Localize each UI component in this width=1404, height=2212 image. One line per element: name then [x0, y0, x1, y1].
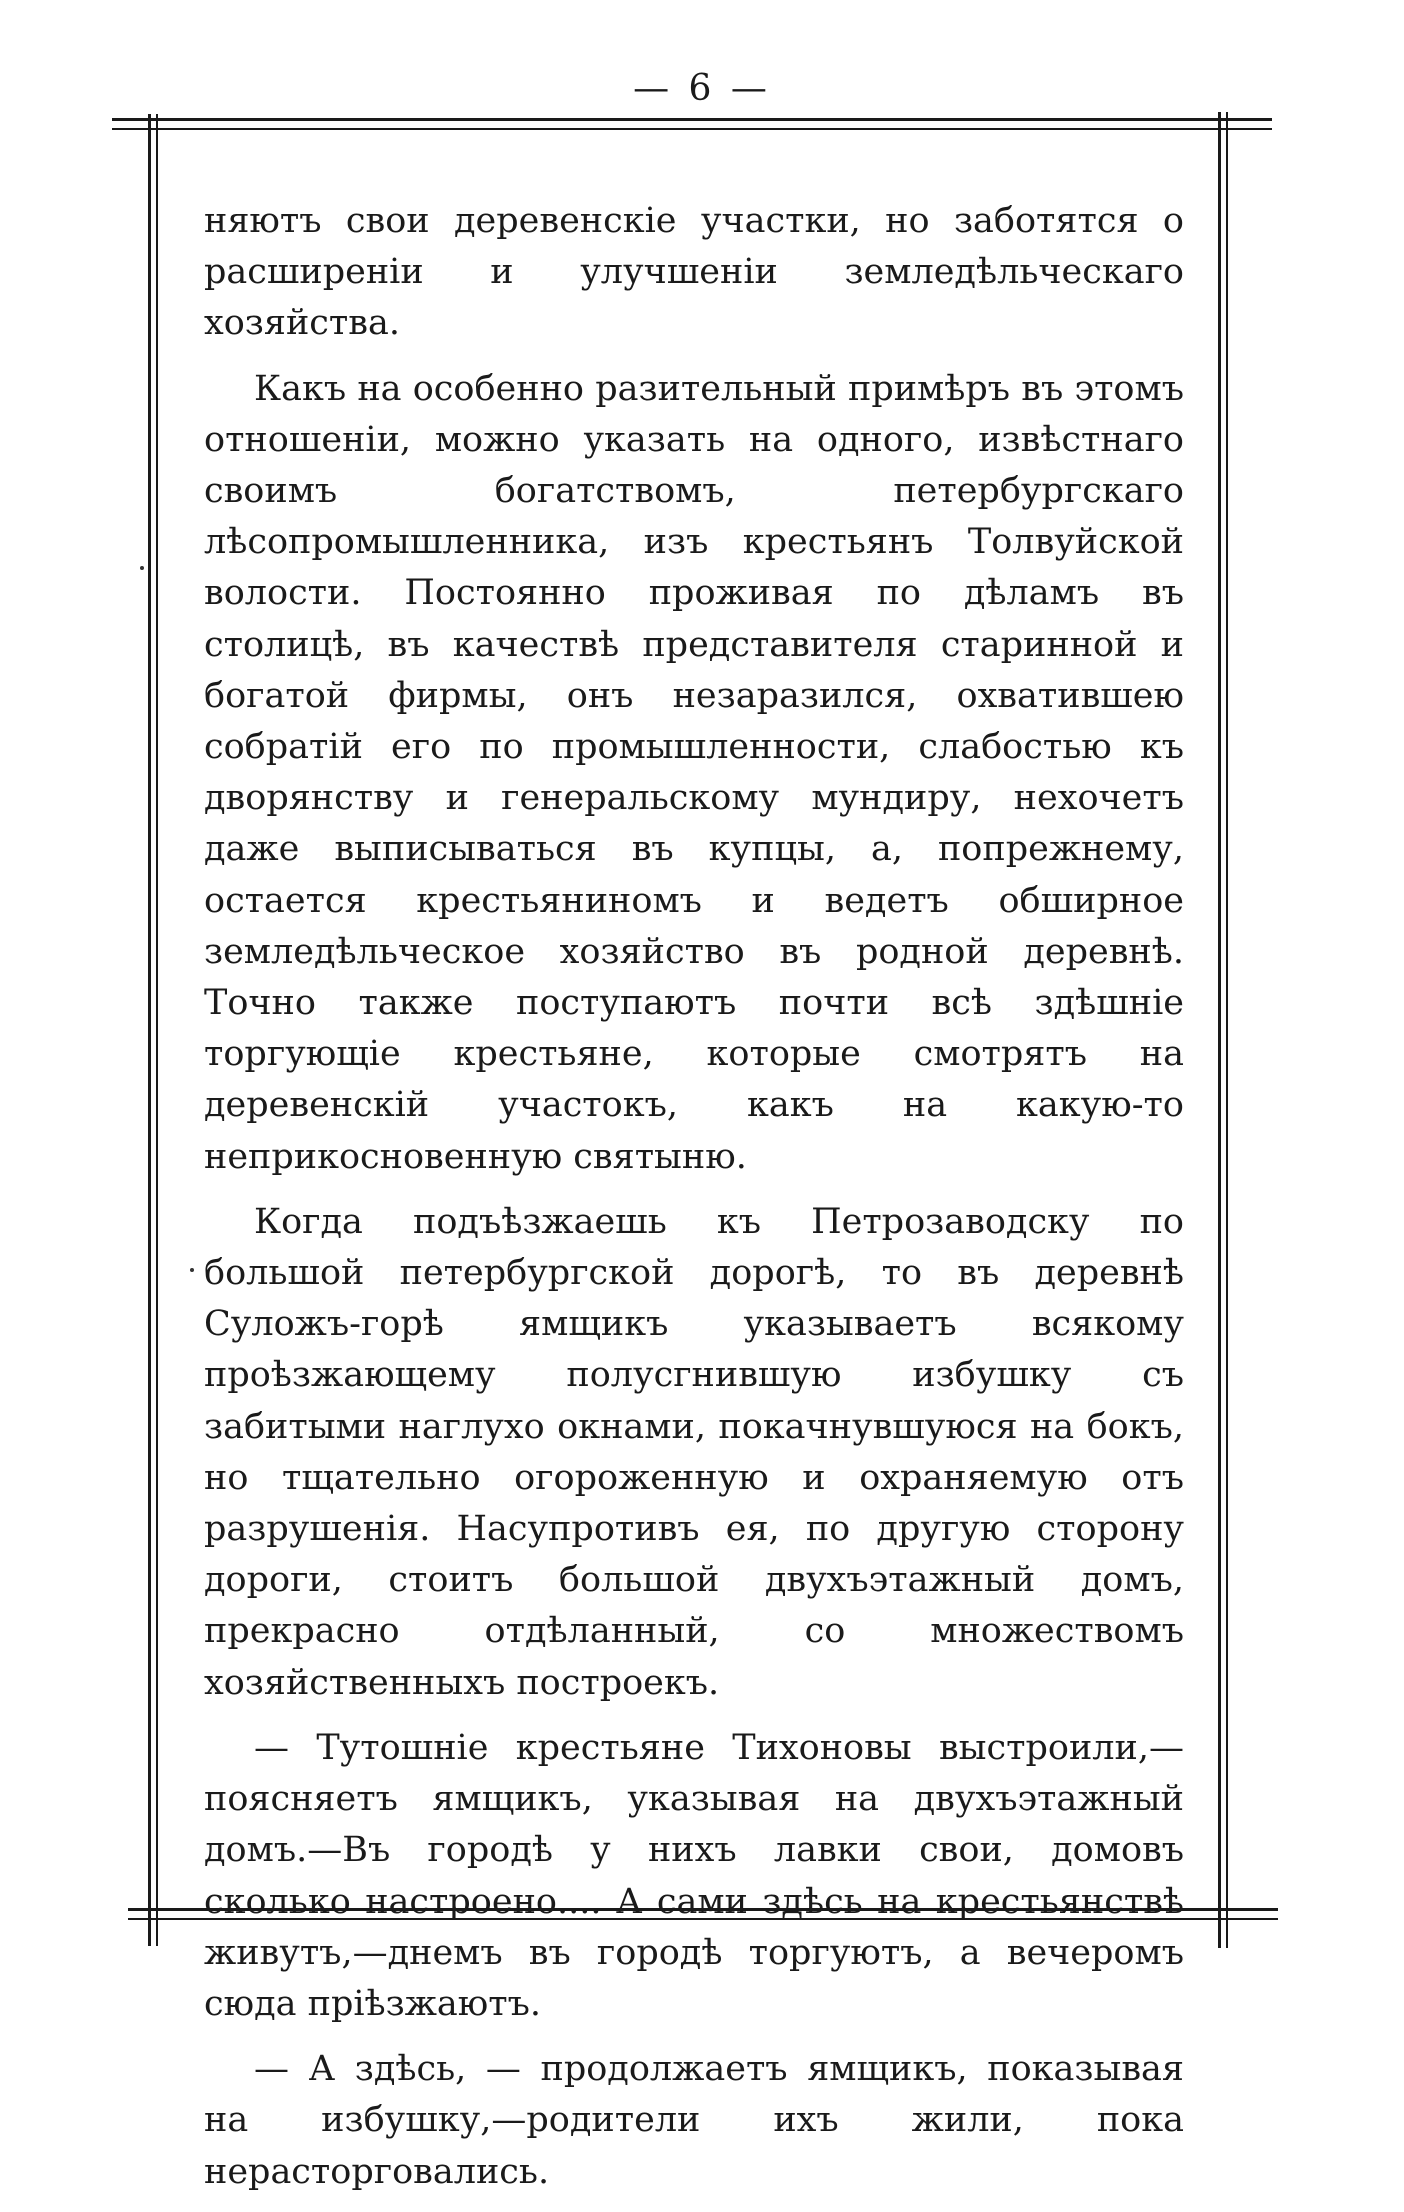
- frame-left-rule: [148, 114, 151, 1946]
- frame-top-rule-inner: [112, 128, 1272, 130]
- frame-left-rule-inner: [156, 114, 158, 1946]
- frame-right-rule-inner: [1226, 112, 1228, 1948]
- frame-top-rule: [112, 118, 1272, 121]
- frame-right-rule: [1218, 112, 1221, 1948]
- body-text: [204, 196, 1184, 2212]
- paragraph: Какъ на особенно разительный примѣръ въ этомъ отношеніи, можно указать на одного, извѣстнаго своимъ богатствомъ, петербургскаго лѣсопромышленника, изъ крестьянъ Толвуйской волости. Постоянно проживая по дѣламъ въ столицѣ, въ качествѣ представителя старинной и богатой фирмы, онъ незаразился, охватившею собратій его по промышленности, слабостью къ дворянству и генеральскому мундиру, нехочетъ даже выписываться въ купцы, а, попрежнему, остается крестьяниномъ и ведетъ обширное земледѣльческое хозяйство въ родной деревнѣ. Точно также поступаютъ почти всѣ здѣшніе торгующіе крестьяне, которые смотрятъ на деревенскій участокъ, какъ на какую-то неприкосновенную святыню.: [204, 368, 1184, 1177]
- print-speck: [140, 566, 144, 570]
- page-number: — 6 —: [633, 68, 771, 109]
- paragraph-dialogue: — Тутошніе крестьяне Тихоновы выстроили,—поясняетъ ямщикъ, указывая на двухъэтажный домъ.—Въ городѣ у нихъ лавки свои, домовъ сколько настроено.... А сами здѣсь на крестьянствѣ живутъ,—днемъ въ городѣ торгуютъ, а вечеромъ сюда пріѣзжаютъ.: [204, 1727, 1184, 2024]
- print-speck: [190, 1268, 194, 1272]
- paragraph: Когда подъѣзжаешь къ Петрозаводску по большой петербургской дорогѣ, то въ деревнѣ Суложъ-горѣ ямщикъ указываетъ всякому проѣзжающему полусгнившую избушку съ забитыми наглухо окнами, покачнувшуюся на бокъ, но тщательно огороженную и охраняемую отъ разрушенія. Насупротивъ ея, по другую сторону дороги, стоитъ большой двухъэтажный домъ, прекрасно отдѣланный, со множествомъ хозяйственныхъ построекъ.: [204, 1201, 1184, 1703]
- paragraph-continuation: няютъ свои деревенскіе участки, но заботятся о расширеніи и улучшеніи земледѣльческаго хозяйства.: [204, 201, 1184, 344]
- paragraph-dialogue: — А здѣсь, — продолжаетъ ямщикъ, показывая на избушку,—родители ихъ жили, пока нерасторговались.: [204, 2049, 1184, 2192]
